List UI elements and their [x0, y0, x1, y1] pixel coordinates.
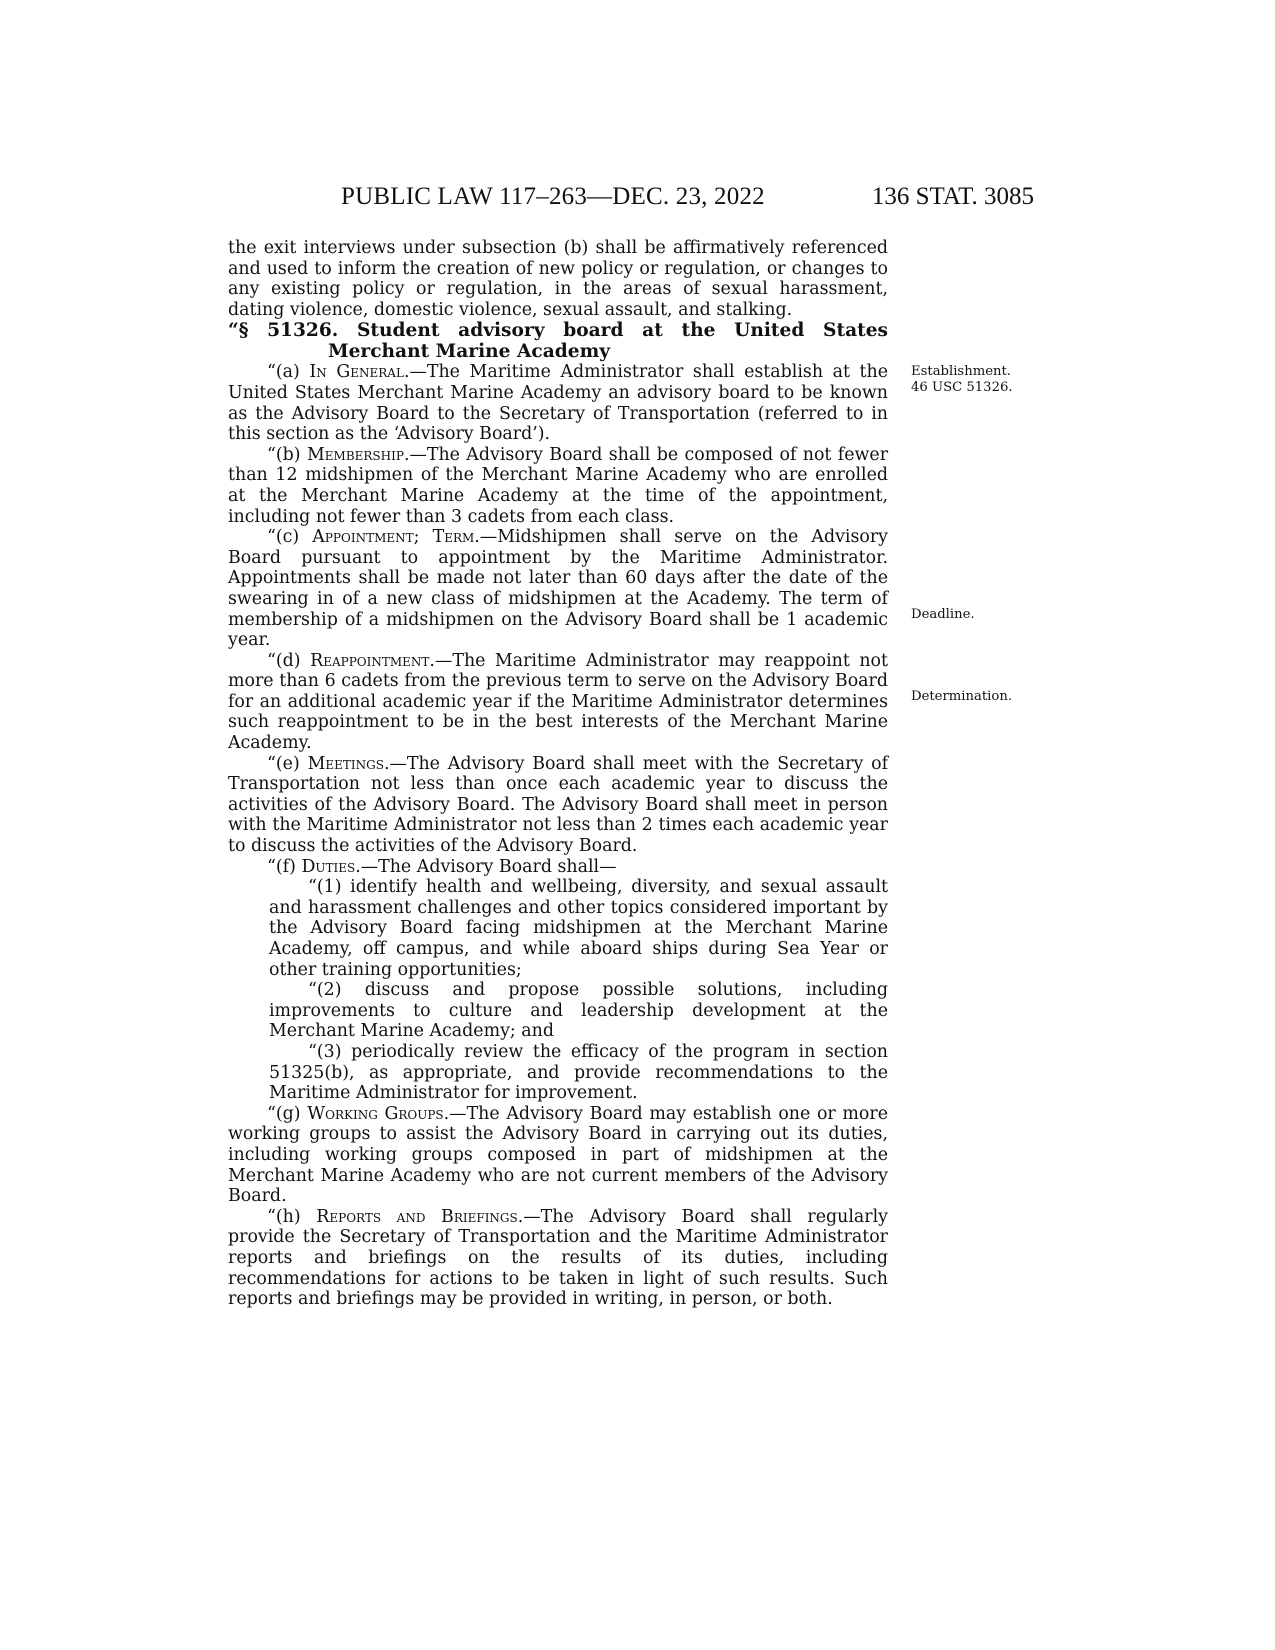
subsection-d-label: “(d): [267, 650, 311, 671]
margin-note-determination: Determination.: [911, 689, 1013, 704]
subsection-c-text: .—Midshipmen shall serve on the Advisory Board pursuant to appointment by the Maritime Administrator. Appointments shall be made not later than 60 days after the date of the swearing in of a new class of midshipmen at the Academy. The term of membership of a midshipmen on the Advisory Board shall be 1 academic year.: [228, 527, 888, 651]
subsection-c-label: “(c): [267, 527, 313, 548]
subsection-g-text: .—The Advisory Board may establish one or more working groups to assist the Advisory Board in carrying out its duties, including working groups composed in part of midshipmen at the Merchant Marine Academy who are not current members of the Advisory Board.: [228, 1103, 888, 1207]
subsection-h: [228, 1207, 888, 1310]
subsection-f: [228, 857, 888, 878]
paragraph-f2: “(2) discuss and propose possible solutions, including improvements to culture and leadership development at the Merchant Marine Academy; and: [269, 980, 888, 1042]
subsection-b-label: “(b): [267, 444, 307, 465]
margin-note-usc: 46 USC 51326.: [911, 380, 1013, 395]
paragraph-f3: “(3) periodically review the efficacy of the program in section 51325(b), as appropriate, and provide recommendations to the Maritime Administrator for improvement.: [269, 1041, 888, 1104]
subsection-e-text: .—The Advisory Board shall meet with the Secretary of Transportation not less than once each academic year to discuss the activities of the Advisory Board. The Advisory Board shall meet in person with the Maritime Administrator not less than 2 times each academic year to discuss the activities of the Advisory Board.: [228, 753, 888, 857]
subsection-b-heading: Membership: [306, 444, 404, 465]
margin-note-establishment: Establishment.: [911, 364, 1011, 379]
main-text-column: [228, 238, 888, 1310]
paragraph-f1: “(1) identify health and wellbeing, diversity, and sexual assault and harassment challenges and other topics considered important by the Advisory Board facing midshipmen at the Merchant Marine Academy, off campus, and while aboard ships during Sea Year or other training opportunities;: [269, 877, 888, 980]
subsection-f-heading: Duties: [301, 856, 356, 877]
page-number: 136 STAT. 3085: [871, 183, 1034, 210]
subsection-f-label: “(f): [267, 856, 302, 877]
subsection-f-text: .—The Advisory Board shall—: [355, 856, 617, 877]
subsection-g-heading: Working Groups: [307, 1103, 444, 1124]
section-heading: “§ 51326. Student advisory board at the United States Merchant Marine Academy: [228, 320, 888, 363]
subsection-d-text: .—The Maritime Administrator may reappoint not more than 6 cadets from the previous term to serve on the Advisory Board for an additional academic year if the Maritime Administrator determines such reappointment to be in the best interests of the Merchant Marine Academy.: [228, 650, 888, 754]
subsection-g: [228, 1104, 888, 1207]
subsection-c-heading: Appointment; Term: [312, 527, 475, 548]
margin-note-deadline: Deadline.: [911, 607, 975, 622]
subsection-a-text: .—The Maritime Administrator shall establish at the United States Merchant Marine Academy an advisory board to be known as the Advisory Board to the Secretary of Transportation (referred to in this section as the ‘Advisory Board’).: [228, 362, 889, 445]
running-header: PUBLIC LAW 117–263—DEC. 23, 2022: [341, 183, 765, 210]
subsection-g-label: “(g): [267, 1103, 308, 1124]
intro-paragraph: the exit interviews under subsection (b) shall be affirmatively referenced and used to inform the creation of new policy or regulation, or changes to any existing policy or regulation, in the areas of sexual harassment, dating violence, domestic violence, sexual assault, and stalking.: [228, 238, 888, 320]
subsection-h-label: “(h): [267, 1206, 317, 1227]
subsection-a-label: “(a): [267, 362, 310, 383]
subsection-e-label: “(e): [267, 753, 308, 774]
subsection-c: [228, 527, 888, 651]
subsection-d-heading: Reappointment: [310, 650, 430, 671]
subsection-b: [228, 445, 888, 527]
subsection-a: [228, 362, 888, 444]
subsection-h-heading: Reports and Briefings: [316, 1206, 518, 1227]
subsection-a-heading: In General: [309, 362, 404, 383]
subsection-b-text: .—The Advisory Board shall be composed of not fewer than 12 midshipmen of the Merchant Marine Academy who are enrolled at the Merchant Marine Academy at the time of the appointment, including not fewer than 3 cadets from each class.: [228, 444, 889, 527]
subsection-e-heading: Meetings: [307, 753, 384, 774]
subsection-d: [228, 651, 888, 754]
subsection-e: [228, 754, 888, 857]
subsection-h-text: .—The Advisory Board shall regularly provide the Secretary of Transportation and the Maritime Administrator reports and briefings on the results of its duties, including recommendations for actions to be taken in light of such results. Such reports and briefings may be provided in writing, in person, or both.: [228, 1206, 888, 1310]
